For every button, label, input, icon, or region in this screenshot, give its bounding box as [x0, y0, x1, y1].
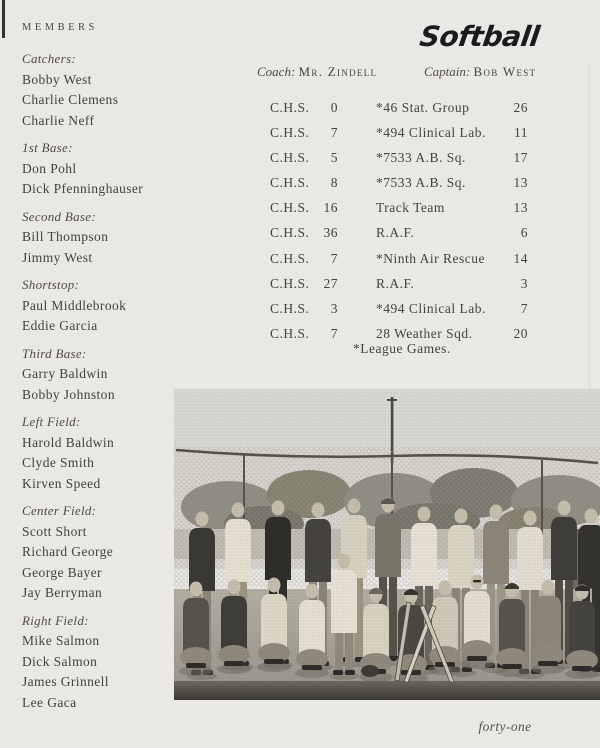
position-group	[22, 49, 182, 131]
player-name: Richard George	[22, 544, 114, 559]
opponent-name: 28 Weather Sqd.	[376, 325, 473, 341]
opponent-score: 20	[513, 325, 528, 341]
score-row	[270, 276, 528, 301]
home-score: 8	[330, 175, 338, 191]
scores-table	[270, 100, 528, 351]
player-name: Mike Salmon	[22, 633, 100, 648]
position-group	[22, 412, 182, 494]
coach-line	[257, 64, 377, 80]
opponent-name: *7533 A.B. Sq.	[376, 150, 466, 166]
opponent-score: 6	[520, 225, 528, 241]
home-team: C.H.S.	[270, 250, 310, 266]
score-row	[270, 125, 528, 150]
opponent-name: R.A.F.	[376, 275, 415, 291]
opponent-name: *46 Stat. Group	[376, 100, 470, 115]
position-group	[22, 275, 182, 337]
photo-halftone-overlay	[174, 389, 600, 700]
player-name: James Grinnell	[22, 674, 109, 689]
position-label: Catchers:	[22, 51, 76, 66]
home-team: C.H.S.	[270, 325, 310, 341]
position-group	[22, 207, 182, 269]
score-row	[270, 200, 528, 225]
opponent-score: 3	[520, 275, 528, 291]
opponent-score: 7	[520, 300, 528, 316]
position-label: Shortstop:	[22, 277, 80, 292]
position-group	[22, 611, 182, 714]
opponent-name: R.A.F.	[376, 225, 415, 241]
opponent-score: 13	[513, 175, 528, 191]
player-name: Bobby West	[22, 71, 92, 87]
player-name: Paul Middlebrook	[22, 297, 127, 313]
score-row	[270, 301, 528, 326]
home-score: 3	[330, 300, 338, 316]
position-label: 1st Base:	[22, 140, 73, 155]
opponent-name: *7533 A.B. Sq.	[376, 175, 466, 191]
opponent-score: 13	[513, 200, 528, 216]
player-name: Dick Salmon	[22, 653, 98, 669]
opponent-score: 26	[513, 100, 528, 115]
player-name: Jimmy West	[22, 249, 93, 265]
player-name: Bill Thompson	[22, 229, 109, 244]
home-score: 0	[330, 100, 338, 115]
position-label: Right Field:	[22, 612, 89, 628]
team-photo	[174, 389, 600, 700]
position-group	[22, 501, 182, 604]
home-score: 16	[323, 200, 338, 216]
opponent-score: 17	[513, 150, 528, 166]
position-group	[22, 344, 182, 406]
captain-name: Bob West	[473, 64, 537, 79]
player-name: Garry Baldwin	[22, 366, 108, 381]
position-label: Third Base:	[22, 345, 87, 361]
player-name: Kirven Speed	[22, 475, 101, 491]
team-photo-graphic	[174, 389, 600, 700]
members-roster	[22, 22, 182, 713]
player-name: Clyde Smith	[22, 455, 95, 470]
home-team: C.H.S.	[270, 275, 310, 291]
score-row	[270, 225, 528, 250]
home-team: C.H.S.	[270, 150, 310, 166]
opponent-score: 14	[513, 250, 528, 266]
home-team: C.H.S.	[270, 175, 310, 191]
captain-line	[424, 64, 536, 80]
members-heading: MEMBERS	[22, 22, 98, 33]
score-row	[270, 175, 528, 200]
player-name: Charlie Neff	[22, 112, 95, 128]
opponent-name: *Ninth Air Rescue	[376, 250, 485, 266]
position-group	[22, 138, 182, 200]
player-name: Lee Gaca	[22, 694, 77, 710]
player-name: Scott Short	[22, 523, 87, 539]
player-name: Don Pohl	[22, 160, 77, 176]
home-team: C.H.S.	[270, 100, 310, 115]
position-label: Center Field:	[22, 503, 97, 518]
position-label: Left Field:	[22, 414, 81, 429]
home-team: C.H.S.	[270, 200, 310, 216]
score-row	[270, 150, 528, 175]
league-games-footnote: *League Games.	[353, 341, 451, 356]
page-number: forty-one	[478, 719, 532, 734]
home-score: 7	[330, 250, 338, 266]
home-score: 7	[330, 125, 338, 141]
home-score: 5	[330, 150, 338, 166]
player-name: George Bayer	[22, 564, 102, 580]
home-score: 27	[323, 275, 338, 291]
opponent-score: 11	[514, 125, 528, 141]
player-name: Bobby Johnston	[22, 386, 115, 402]
score-row	[270, 100, 528, 125]
page-title: Softball	[417, 20, 542, 53]
player-name: Dick Pfenninghauser	[22, 181, 144, 196]
home-team: C.H.S.	[270, 300, 310, 316]
position-label: Second Base:	[22, 208, 96, 224]
home-score: 36	[323, 225, 338, 241]
roster-groups	[22, 49, 182, 713]
player-name: Jay Berryman	[22, 585, 103, 600]
score-row	[270, 251, 528, 276]
player-name: Harold Baldwin	[22, 434, 115, 450]
home-team: C.H.S.	[270, 225, 310, 241]
coach-label: Coach:	[257, 64, 296, 79]
player-name: Eddie Garcia	[22, 318, 98, 333]
opponent-name: *494 Clinical Lab.	[376, 300, 486, 316]
home-team: C.H.S.	[270, 125, 310, 141]
player-name: Charlie Clemens	[22, 92, 119, 107]
coach-name: Mr. Zindell	[298, 64, 378, 79]
scan-edge-artifact	[2, 0, 5, 38]
captain-label: Captain:	[424, 64, 471, 79]
opponent-name: *494 Clinical Lab.	[376, 125, 486, 141]
home-score: 7	[330, 325, 338, 341]
opponent-name: Track Team	[376, 200, 445, 216]
